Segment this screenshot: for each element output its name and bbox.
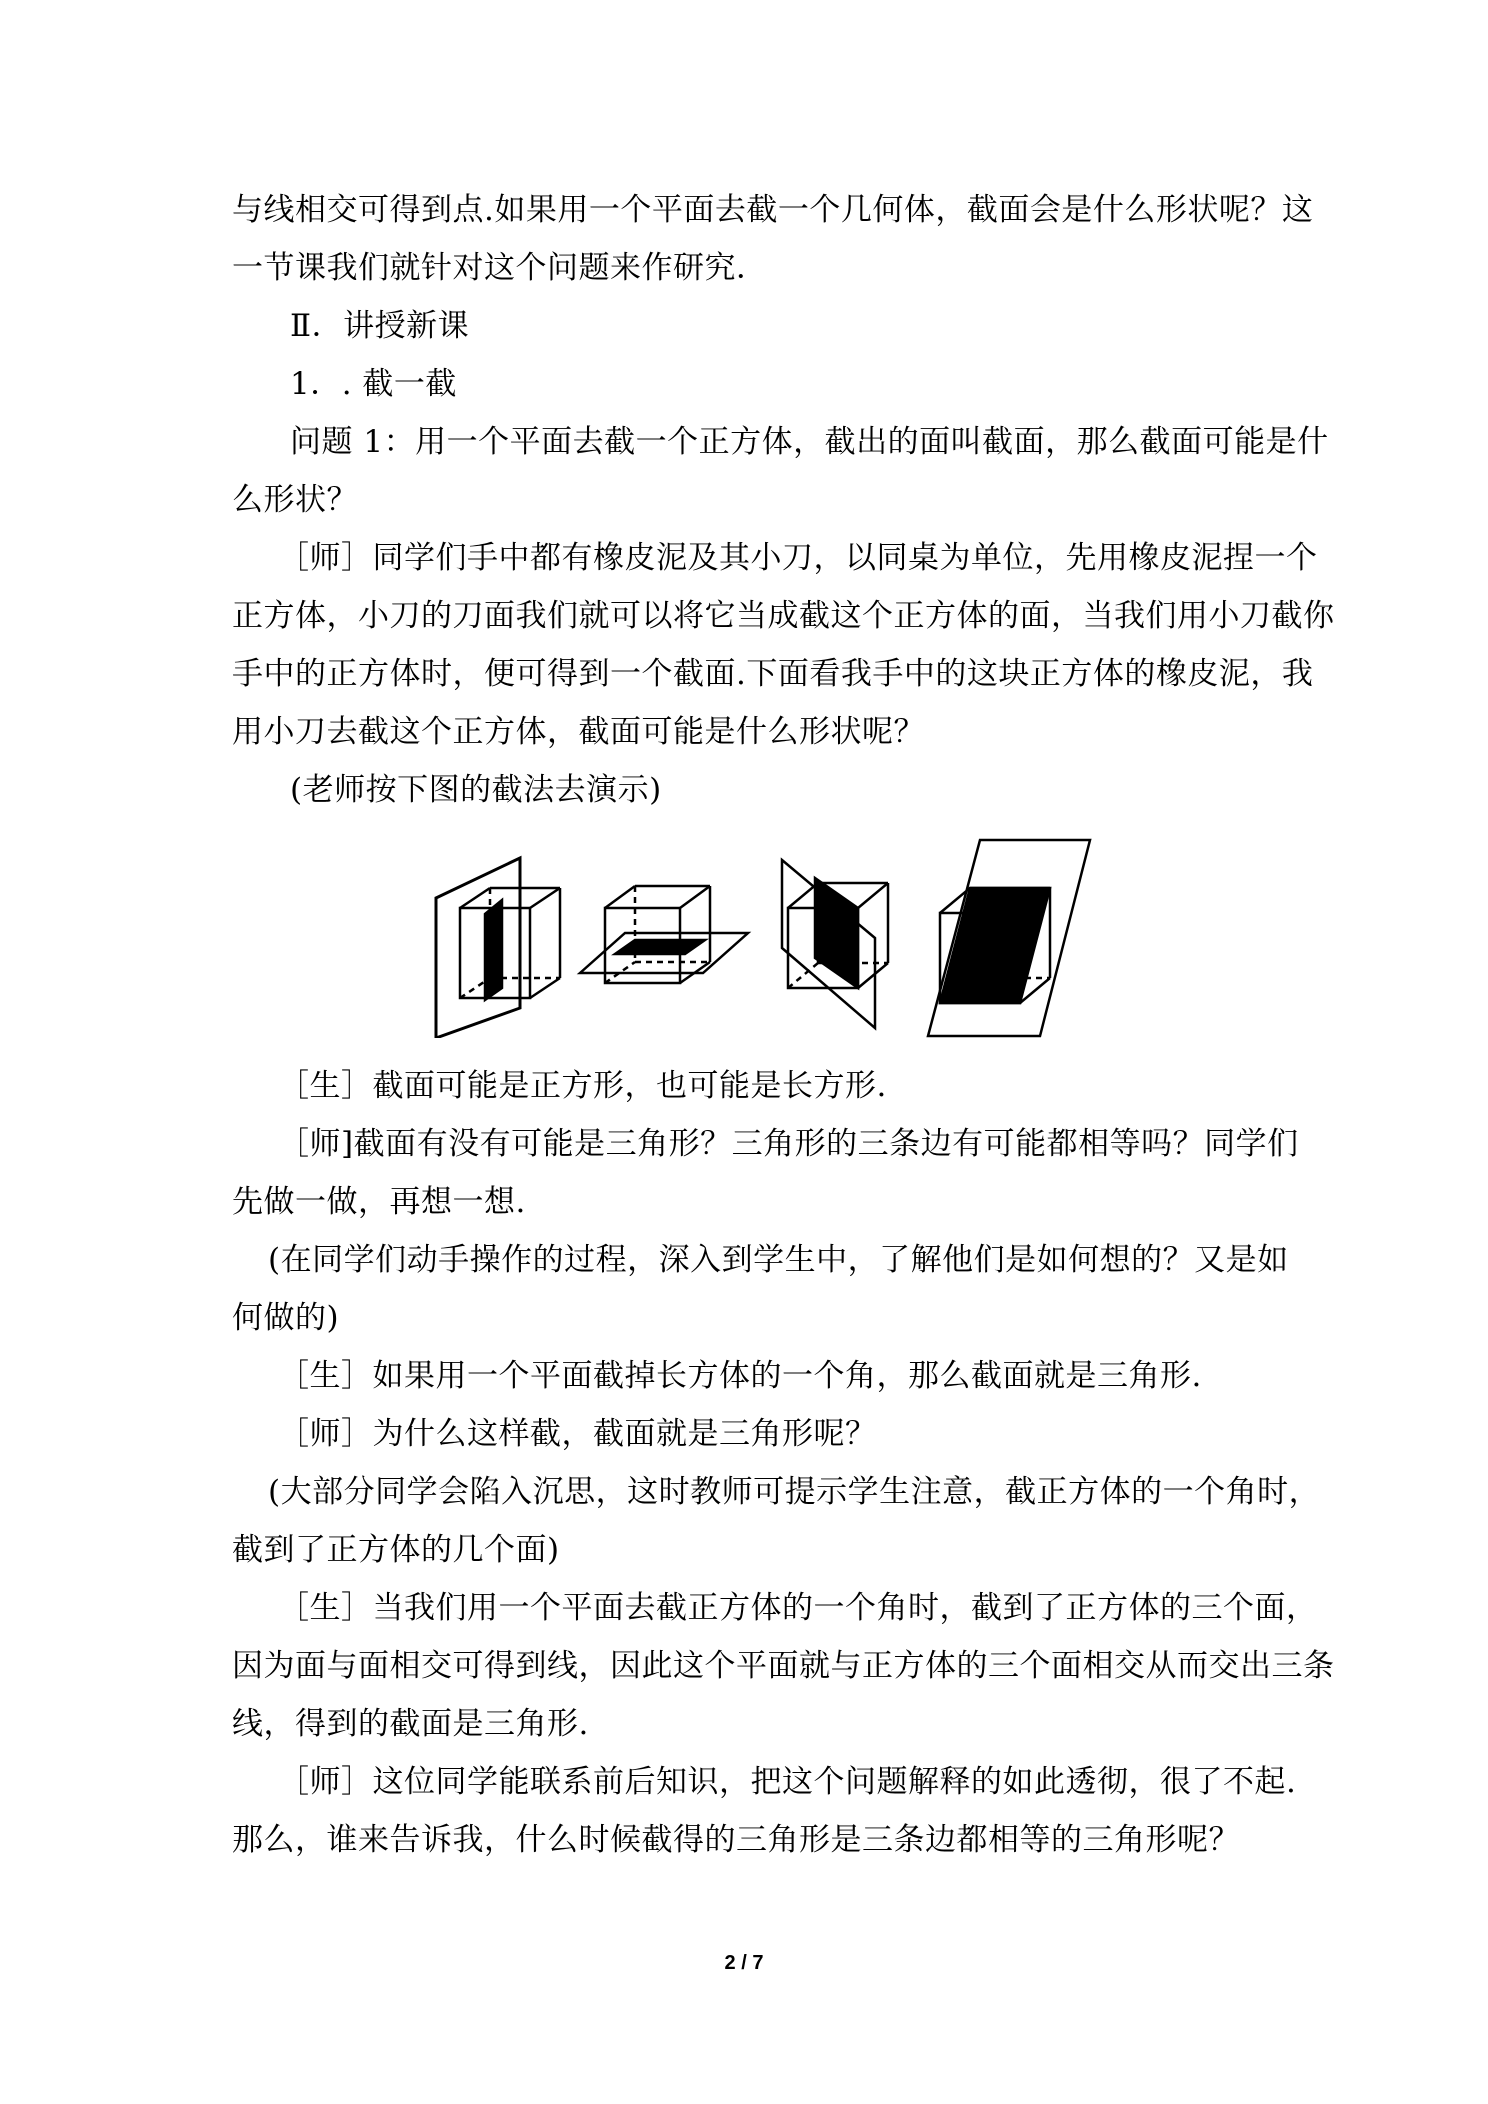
text-line: 因为面与面相交可得到线，因此这个平面就与正方体的三个面相交从而交出三条 [232,1648,1335,1684]
text-line: 手中的正方体时，便可得到一个截面.下面看我手中的这块正方体的橡皮泥，我 [232,656,1314,692]
text-line: ［生］截面可能是正方形，也可能是长方形. [278,1068,887,1104]
text-line: (大部分同学会陷入沉思，这时教师可提示学生注意，截正方体的一个角时， [268,1474,1321,1510]
text-line: 截到了正方体的几个面) [232,1532,560,1568]
text-line: 用小刀去截这个正方体，截面可能是什么形状呢？ [232,714,925,750]
cube-diagram-4 [928,840,1090,1036]
text-line: 那么，谁来告诉我，什么时候截得的三角形是三条边都相等的三角形呢？ [232,1822,1240,1858]
text-line: 与线相交可得到点.如果用一个平面去截一个几何体，截面会是什么形状呢？这 [232,192,1314,228]
cube-cross-section-figure [430,838,1130,1038]
cube-diagram-3 [782,860,888,1028]
cube-diagram-2 [580,886,748,983]
text-line: ［生］如果用一个平面截掉长方体的一个角，那么截面就是三角形. [278,1358,1202,1394]
text-line: 先做一做，再想一想. [232,1184,526,1220]
text-line: 何做的) [232,1300,340,1336]
text-line: 线，得到的截面是三角形. [232,1706,589,1742]
text-line: 正方体，小刀的刀面我们就可以将它当成截这个正方体的面，当我们用小刀截你 [232,598,1335,634]
cube-diagram-1 [436,858,560,1038]
text-line: ［师］为什么这样截，截面就是三角形呢？ [278,1416,877,1452]
text-line: 问题 1：用一个平面去截一个正方体，截出的面叫截面，那么截面可能是什 [290,424,1329,460]
page-number: 2 / 7 [724,1952,764,1974]
subsection-heading: 1．. 截一截 [290,366,457,402]
text-line: (在同学们动手操作的过程，深入到学生中，了解他们是如何想的？又是如 [268,1242,1289,1278]
text-line: 一节课我们就针对这个问题来作研究． [232,250,768,286]
text-line: 么形状？ [232,482,358,518]
text-line: ［师］同学们手中都有橡皮泥及其小刀，以同桌为单位，先用橡皮泥捏一个 [278,540,1318,576]
section-heading: Ⅱ．讲授新课 [290,308,470,344]
text-line: (老师按下图的截法去演示) [290,772,662,808]
text-line: ［师]截面有没有可能是三角形？三角形的三条边有可能都相等吗？同学们 [278,1126,1299,1162]
text-line: ［师］这位同学能联系前后知识，把这个问题解释的如此透彻，很了不起. [278,1764,1297,1800]
text-line: ［生］当我们用一个平面去截正方体的一个角时，截到了正方体的三个面， [278,1590,1318,1626]
